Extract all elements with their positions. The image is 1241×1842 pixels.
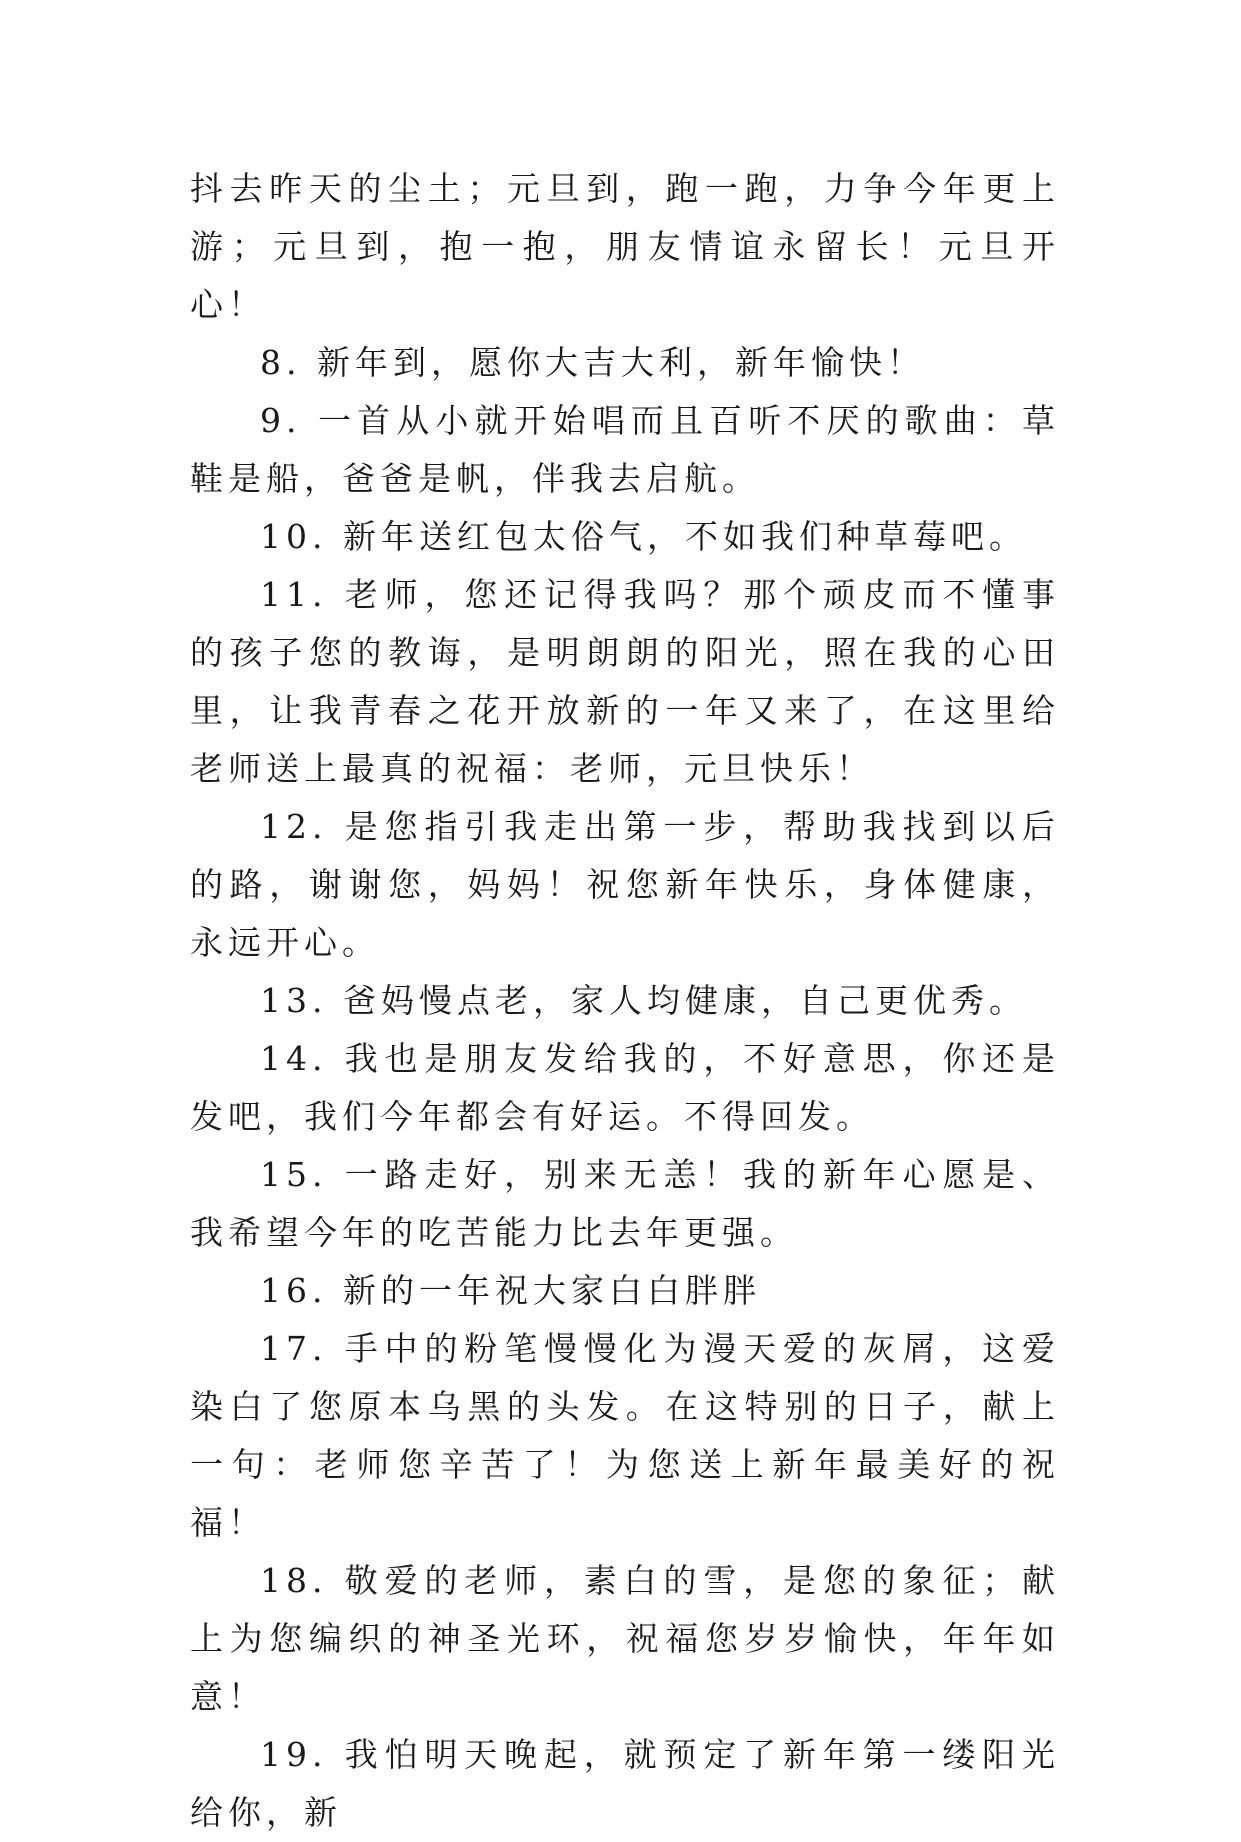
paragraph-10: 10. 新年送红包太俗气，不如我们种草莓吧。 [260, 517, 1027, 556]
paragraph-16: 16. 新的一年祝大家白白胖胖 [260, 1271, 761, 1310]
paragraph-15: 15. 一路走好，别来无恙！我的新年心愿是、我希望今年的吃苦能力比去年更强。 [190, 1155, 1060, 1252]
paragraph-12: 12. 是您指引我走出第一步，帮助我找到以后的路，谢谢您，妈妈！祝您新年快乐，身体健康，永远开心。 [190, 807, 1060, 962]
paragraph-19: 19. 我怕明天晚起，就预定了新年第一缕阳光给你，新 [190, 1735, 1060, 1832]
paragraph-14: 14. 我也是朋友发给我的，不好意思，你还是发吧，我们今年都会有好运。不得回发。 [190, 1039, 1060, 1136]
document-body [190, 160, 1060, 1842]
paragraph-continued: 抖去昨天的尘土；元旦到，跑一跑，力争今年更上游；元旦到，抱一抱，朋友情谊永留长！元旦开心！ [190, 169, 1060, 324]
paragraph-13: 13. 爸妈慢点老，家人均健康，自己更优秀。 [260, 981, 1027, 1020]
paragraph-18: 18. 敬爱的老师，素白的雪，是您的象征；献上为您编织的神圣光环，祝福您岁岁愉快，年年如意！ [190, 1561, 1060, 1716]
paragraph-17: 17. 手中的粉笔慢慢化为漫天爱的灰屑，这爱染白了您原本乌黑的头发。在这特别的日子，献上一句：老师您辛苦了！为您送上新年最美好的祝福！ [190, 1329, 1060, 1542]
paragraph-8: 8. 新年到，愿你大吉大利，新年愉快！ [260, 343, 925, 382]
paragraph-11: 11. 老师，您还记得我吗？那个顽皮而不懂事的孩子您的教诲，是明朗朗的阳光，照在我的心田里，让我青春之花开放新的一年又来了，在这里给老师送上最真的祝福：老师，元旦快乐！ [190, 575, 1060, 788]
paragraph-9: 9. 一首从小就开始唱而且百听不厌的歌曲：草鞋是船，爸爸是帆，伴我去启航。 [190, 401, 1060, 498]
